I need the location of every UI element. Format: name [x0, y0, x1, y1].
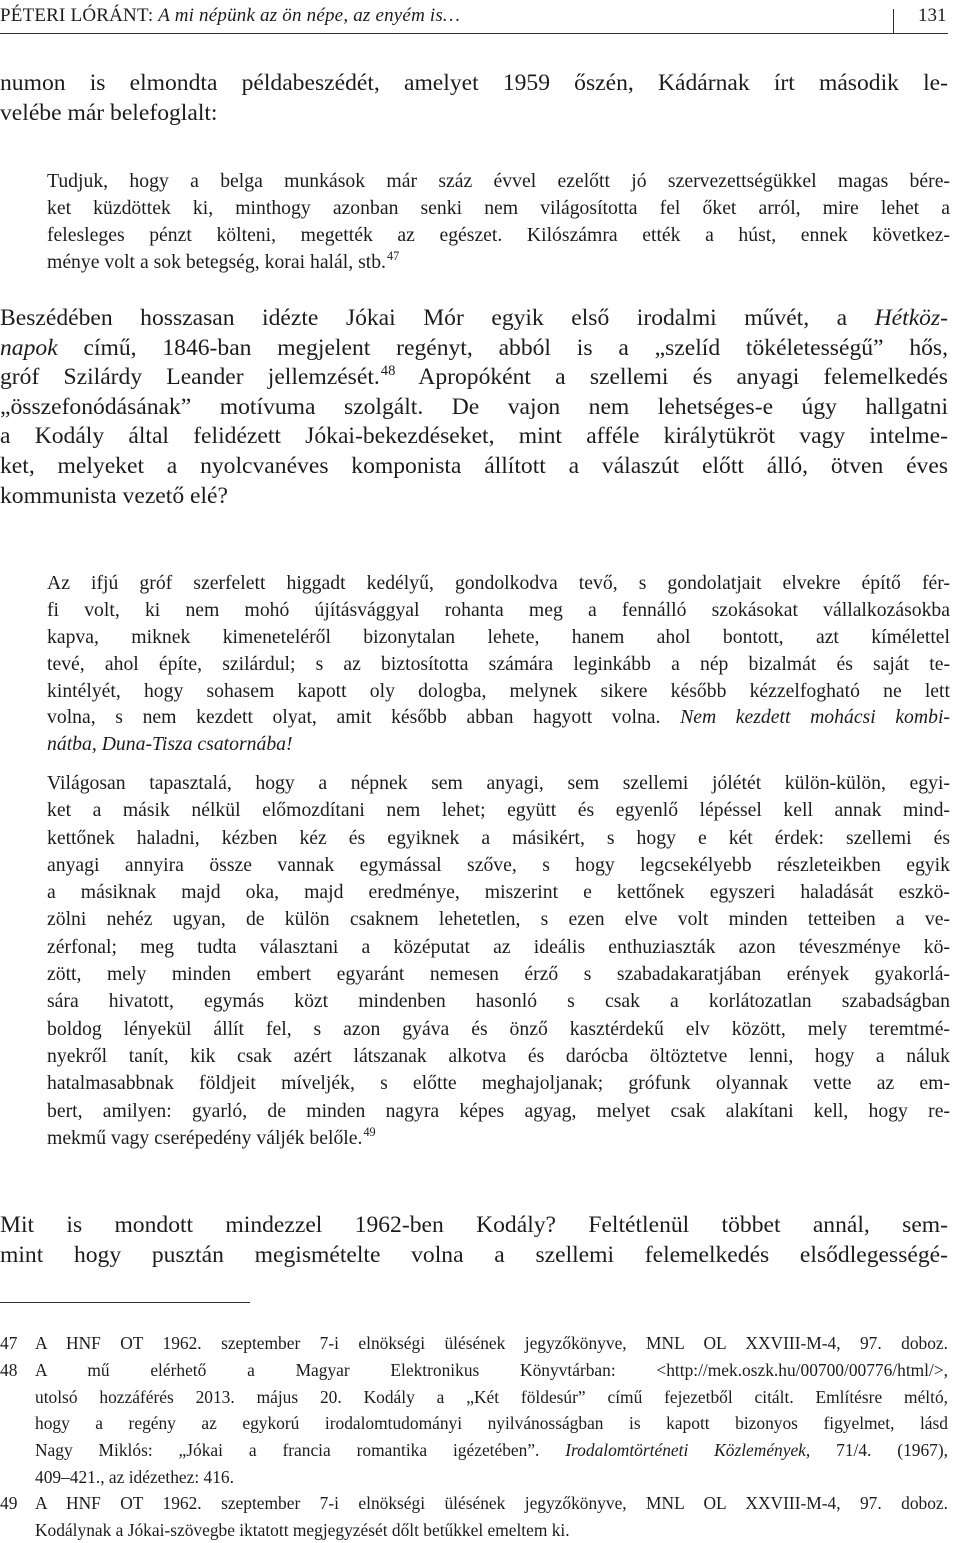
text-line: 409–421., az idézethez: 416.: [35, 1466, 234, 1487]
text-line: ménye volt a sok betegség, korai halál, stb.$^{47}$: [47, 249, 400, 273]
text-line: Mit is mondott mindezzel 1962-ben Kodály? Feltétlenül többet annál, sem-: [0, 1212, 948, 1238]
text-line: kapva, miknek kimeneteléről bizonytalan lehete, hanem ahol bontott, azt kímélettel: [47, 625, 950, 648]
text-line: utolsó hozzáférés 2013. május 20. Kodály a „Két földesúr” című fejezetből citált. Említésre méltó,: [35, 1386, 948, 1407]
text-line: zérfonal; meg tudta választani a középutat az ideális enthuziaszták azon téveszménye kö-: [47, 935, 950, 958]
footnote-number: 47: [0, 1333, 18, 1353]
text-line: „összefonódásának” motívuma szolgált. De vajon nem lehetséges-e úgy hallgatni: [0, 393, 948, 420]
paragraph-conclusion: [0, 1211, 948, 1270]
block-quote-kadar-letter: [47, 168, 950, 276]
text-line: kettőnek haladni, kézben kéz és egyiknek a másikért, s hogy e két érdek: szellemi és: [47, 826, 950, 849]
text-line: Tudjuk, hogy a belga munkások már száz évvel ezelőtt jó szervezettségükkel magas bére-: [47, 170, 950, 192]
text-line: nyekről tanít, kik csak azért látszanak alkotva és darócba öltöztetve lenni, hogy a náluk: [47, 1044, 950, 1067]
text-line: nátba, Duna-Tisza csatornába!: [47, 733, 293, 756]
text-line: gróf Szilárdy Leander jellemzését.$^{48}$ Apropóként a szellemi és anyagi felemelkedés: [0, 363, 948, 391]
running-head-author: PÉTERI LÓRÁNT: A mi népünk az ön népe, az enyém is…: [0, 5, 461, 26]
text-line: Nagy Miklós: „Jókai a francia romantika igézetében”. Irodalomtörténeti Közlemények, 71/4. (1967),: [35, 1440, 948, 1461]
text-line: velébe már belefoglalt:: [0, 99, 218, 126]
text-line: mint hogy pusztán megismételte volna a szellemi felemelkedés elsődlegességé-: [0, 1241, 948, 1268]
text-line: zött, mely minden embert egyaránt nemesen érző s szabadakaratjában erények gyakorlá-: [47, 963, 950, 986]
paragraph-intro: [0, 69, 948, 128]
text-line: Világosan tapasztalá, hogy a népnek sem anyagi, sem szellemi jólétét külön-külön, egyi-: [47, 772, 950, 794]
text-line: Az ifjú gróf szerfelett higgadt kedélyű, gondolkodva tevő, s gondolatjait elvekre építő fér-: [47, 572, 950, 594]
running-head-title: A mi népünk az ön népe, az enyém is…: [158, 5, 461, 26]
text-line: ket a másik nélkül előmozdítani nem lehet; együtt és egyenlő lépéssel kell annak mind-: [47, 799, 950, 822]
text-line: mekmű vagy cserépedény váljék belőle.$^{49}$: [47, 1125, 376, 1149]
text-line: sára hivatott, egymás közt mindenben hasonló s csak a korlátozatlan szabadságban: [47, 990, 950, 1013]
block-quote-jokai-2: [47, 770, 950, 1152]
text-line: hatalmasabbnak földjeit míveljék, s előtte meghajoljanak; grófunk olyannak vette az em-: [47, 1072, 950, 1095]
footnote-ref-48[interactable]: 48: [380, 363, 396, 380]
footnote-number: 49: [0, 1493, 18, 1513]
text-line: fi volt, ki nem mohó újításvággyal rohanta meg a fennálló szokásokat vállalkozásokba: [47, 598, 950, 621]
text-line: A HNF OT 1962. szeptember 7-i elnökségi ülésének jegyzőkönyve, MNL OL XXVIII-M-4, 97. doboz.: [35, 1493, 948, 1513]
text-line: Kodálynak a Jókai-szövegbe iktatott megjegyzését dőlt betűkkel emeltem ki.: [35, 1519, 570, 1540]
text-line: anyagi annyira össze vannak egymással szőve, s hogy legcsekélyebb részleteikben egyik: [47, 853, 950, 876]
page-number: 131: [918, 5, 947, 26]
running-head-divider: [893, 9, 894, 33]
text-line: a másiknak majd oka, majd eredménye, miszerint e kettőnek egyszeri haladását eszkö-: [47, 881, 950, 904]
text-line: A HNF OT 1962. szeptember 7-i elnökségi ülésének jegyzőkönyve, MNL OL XXVIII-M-4, 97. doboz.: [35, 1333, 948, 1353]
block-quote-jokai-1: [47, 570, 950, 758]
footnote-divider: [0, 1302, 250, 1303]
text-line: tevé, ahol építe, szilárdul; s az biztosította számára leginkább a nép bizalmát és saját te-: [47, 652, 950, 675]
text-line: ket, melyeket a nyolcvanéves komponista állított a válaszút előtt álló, ötven éves: [0, 452, 948, 479]
text-line: napok című, 1846-ban megjelent regényt, abból is a „szelíd tökéletességű” hős,: [0, 334, 948, 361]
paragraph-jokai: [0, 304, 948, 511]
text-line: numon is elmondta példabeszédét, amelyet 1959 őszén, Kádárnak írt második le-: [0, 70, 948, 96]
text-line: bert, amilyen: gyarló, de minden nagyra képes agyag, melyet csak alakítani kell, hogy re-: [47, 1099, 950, 1122]
text-line: kommunista vezető elé?: [0, 482, 228, 509]
text-line: hogy a regény az egykorú irodalomtudományi nyilvánosságban is kapott bizonyos figyelmet, lásd: [35, 1413, 948, 1434]
text-line: Beszédében hosszasan idézte Jókai Mór egyik első irodalmi művét, a Hétköz-: [0, 305, 948, 331]
text-line: a Kodály által felidézett Jókai-bekezdéseket, mint afféle királytükröt vagy intelme-: [0, 423, 948, 450]
text-line: A mű elérhető a Magyar Elektronikus Könyvtárban: <http://mek.oszk.hu/00700/00776/html/>,: [35, 1360, 948, 1380]
text-line: zölni nehéz ugyan, de külön csaknem lehetetlen, s ezen elve volt minden tetteiben a ve-: [47, 908, 950, 931]
text-line: kintélyét, hogy sohasem kapott oly dologba, melynek sikere később kézzelfogható ne lett: [47, 679, 950, 702]
text-line: felesleges pénzt költeni, megették az egészet. Kilószámra ették a húst, ennek következ-: [47, 223, 950, 246]
footnote-ref-47[interactable]: 47: [386, 249, 400, 264]
text-line: ket küzdöttek ki, minthogy azonban senki nem világosította fel őket arról, mire lehet a: [47, 196, 950, 219]
footnote-number: 48: [0, 1360, 18, 1380]
text-line: volna, s nem kezdett olyat, amit később abban hagyott volna. Nem kezdett mohácsi kombi-: [47, 706, 950, 729]
footnote-ref-49[interactable]: 49: [363, 1125, 376, 1140]
text-line: boldog lényekül állít fel, s azon gyáva és önző kasztérdekű elv között, mely teremtmé-: [47, 1017, 950, 1040]
running-head: [0, 5, 948, 34]
